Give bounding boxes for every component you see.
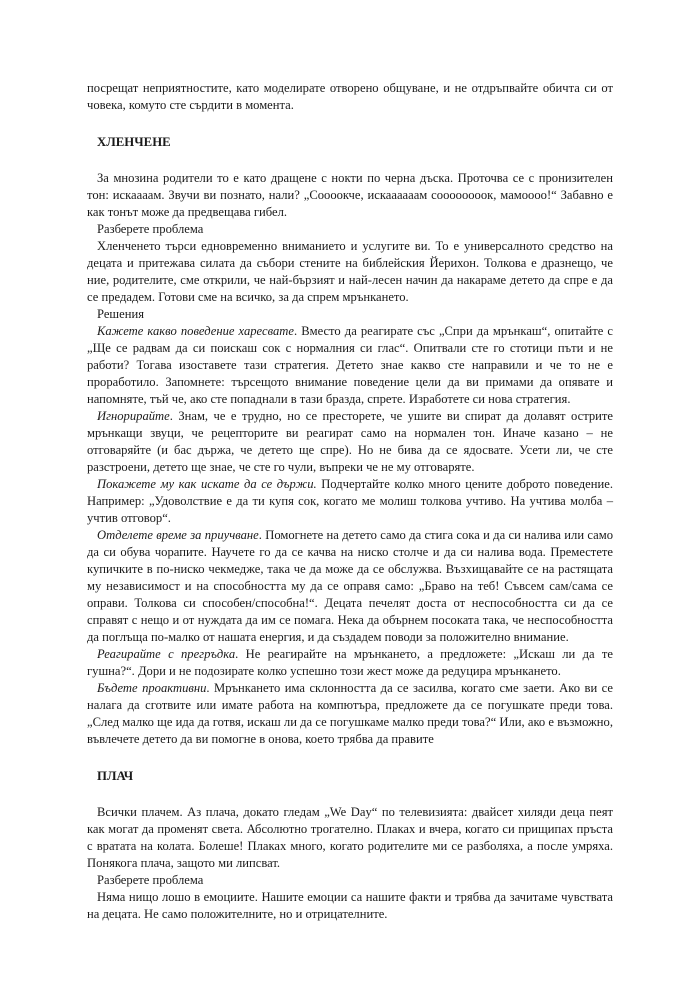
solution-paragraph [87, 476, 613, 527]
opening-paragraph: посрещат неприятностите, като моделирате отворено общуване, и не отдръпвайте обичта си от човека, комуто сте сърдити в момента. [87, 81, 613, 112]
solution-paragraph [87, 527, 613, 646]
solution-lead: Покажете му как искате да се държи. [97, 477, 317, 491]
solution-lead: Реагирайте с прегръдка [97, 647, 236, 661]
solution-text: . Не реагирайте на мрънкането, а предложете: „Искаш ли да те гушна?“. Дори и не подозирате колко успешно този жест може да редуцира мрънкането. [87, 647, 613, 678]
solution-paragraph [87, 646, 613, 680]
solution-text: . Знам, че е трудно, но се престорете, че ушите ви спират да долавят острите мрънкащи звуци, че рецепторите ви реагират само на нормален тон. Иначе казано – не отговаряйте (и бас държа, че детето ще спре). Но не бива да се ядосвате. Усети ли, че сте разстроени, детето ще знае, че сте го чули, въпреки че не му отговаряте. [87, 409, 613, 474]
solution-lead: Кажете какво поведение харесвате [97, 324, 294, 338]
whining-understand-text: Хленченето търси едновременно вниманието и услугите ви. То е универсалното средство на децата и притежава силата да събори стените на библейския Йерихон. Толкова е дразнещо, че ние, родителите, сме открили, че най-бързият и най-лесен начин да накараме детето да спре е да се предадем. Готови сме на всичко, за да спрем мрънкането. [87, 239, 613, 304]
solution-paragraph [87, 408, 613, 476]
section-heading-crying: ПЛАЧ [97, 769, 134, 783]
crying-understand-text: Няма нищо лошо в емоциите. Нашите емоции са нашите факти и трябва да зачитаме чувствата на децата. Не само положителните, но и отрицателните. [87, 890, 613, 921]
whining-intro: За мнозина родители то е като дращене с нокти по черна дъска. Проточва се с пронизителен тон: искаааам. Звучи ви познато, нали? „Соооокче, искаааааам соооооооок, мамоооо!“ Забавно е как тонът може да предвещава гибел. [87, 171, 613, 219]
solution-text: . Помогнете на детето само да стига сока и да си налива или само да си обува чорапите. Научете го да се качва на ниско столче и да си налива вода. Преместете купичките в по-ниско чекмедже, така че да може да се обслужва. Възхищавайте се на растящата му независимост и на способността му да се оправя само: „Браво на теб! Съвсем сам/сама се оправи. Толкова си способен/способна!“. Децата печелят доста от неспособността си да се справят с нещо и от нуждата да им се помага. Нека да обърнем посоката така, че неспособността да поглъща по-малко от нашата енергия, и да създадем поводи за положително внимание. [87, 528, 613, 644]
section-heading-whining: ХЛЕНЧЕНЕ [97, 135, 171, 149]
solution-paragraph [87, 680, 613, 748]
crying-understand-label: Разберете проблема [97, 873, 204, 887]
solution-lead: Игнорирайте [97, 409, 170, 423]
solution-text: . Вместо да реагирате със „Спри да мрънкаш“, опитайте с „Ще се радвам да си поискаш сок с нормалния си глас“. Опитвали сте го стотици пъти и не работи? Тогава изоставете тази стратегия. Детето знае какво сте направили и че то не е проработило. Запомнете: търсещото внимание поведение цели да ви примами да опявате и напомняте, тъй че, ако сте попаднали в тази бразда, спрете. Изработете си нова стратегия. [87, 324, 614, 406]
solution-text: Подчертайте колко много цените доброто поведение. Например: „Удоволствие е да ти купя сок, когато ме молиш толкова учтиво. На учтива молба – учтив отговор“. [87, 477, 613, 525]
solution-paragraph [87, 323, 613, 408]
crying-intro: Всички плачем. Аз плача, докато гледам „We Day“ по телевизията: двайсет хиляди деца пеят как могат да променят света. Абсолютно трогателно. Плаках и вчера, когато си прищипах пръста с вратата на колата. Болеше! Плаках много, когато родителите ми се разболяха, а после умряха. Понякога плача, защото ми липсват. [87, 805, 613, 870]
solution-text: . Мрънкането има склонността да се засилва, когато сме заети. Ако ви се налага да сготвите или имате работа на компютъра, предложете да се погушкате преди това. „След малко ще ида да готвя, искаш ли да се погушкаме малко преди това?“ Или, ако е възможно, въвлечете детето да ви помогне в онова, което трябва да правите [87, 681, 613, 746]
solution-lead: Отделете време за приучване [97, 528, 259, 542]
solution-lead: Бъдете проактивни [97, 681, 207, 695]
whining-understand-label: Разберете проблема [97, 222, 204, 236]
whining-solutions-label: Решения [97, 307, 144, 321]
